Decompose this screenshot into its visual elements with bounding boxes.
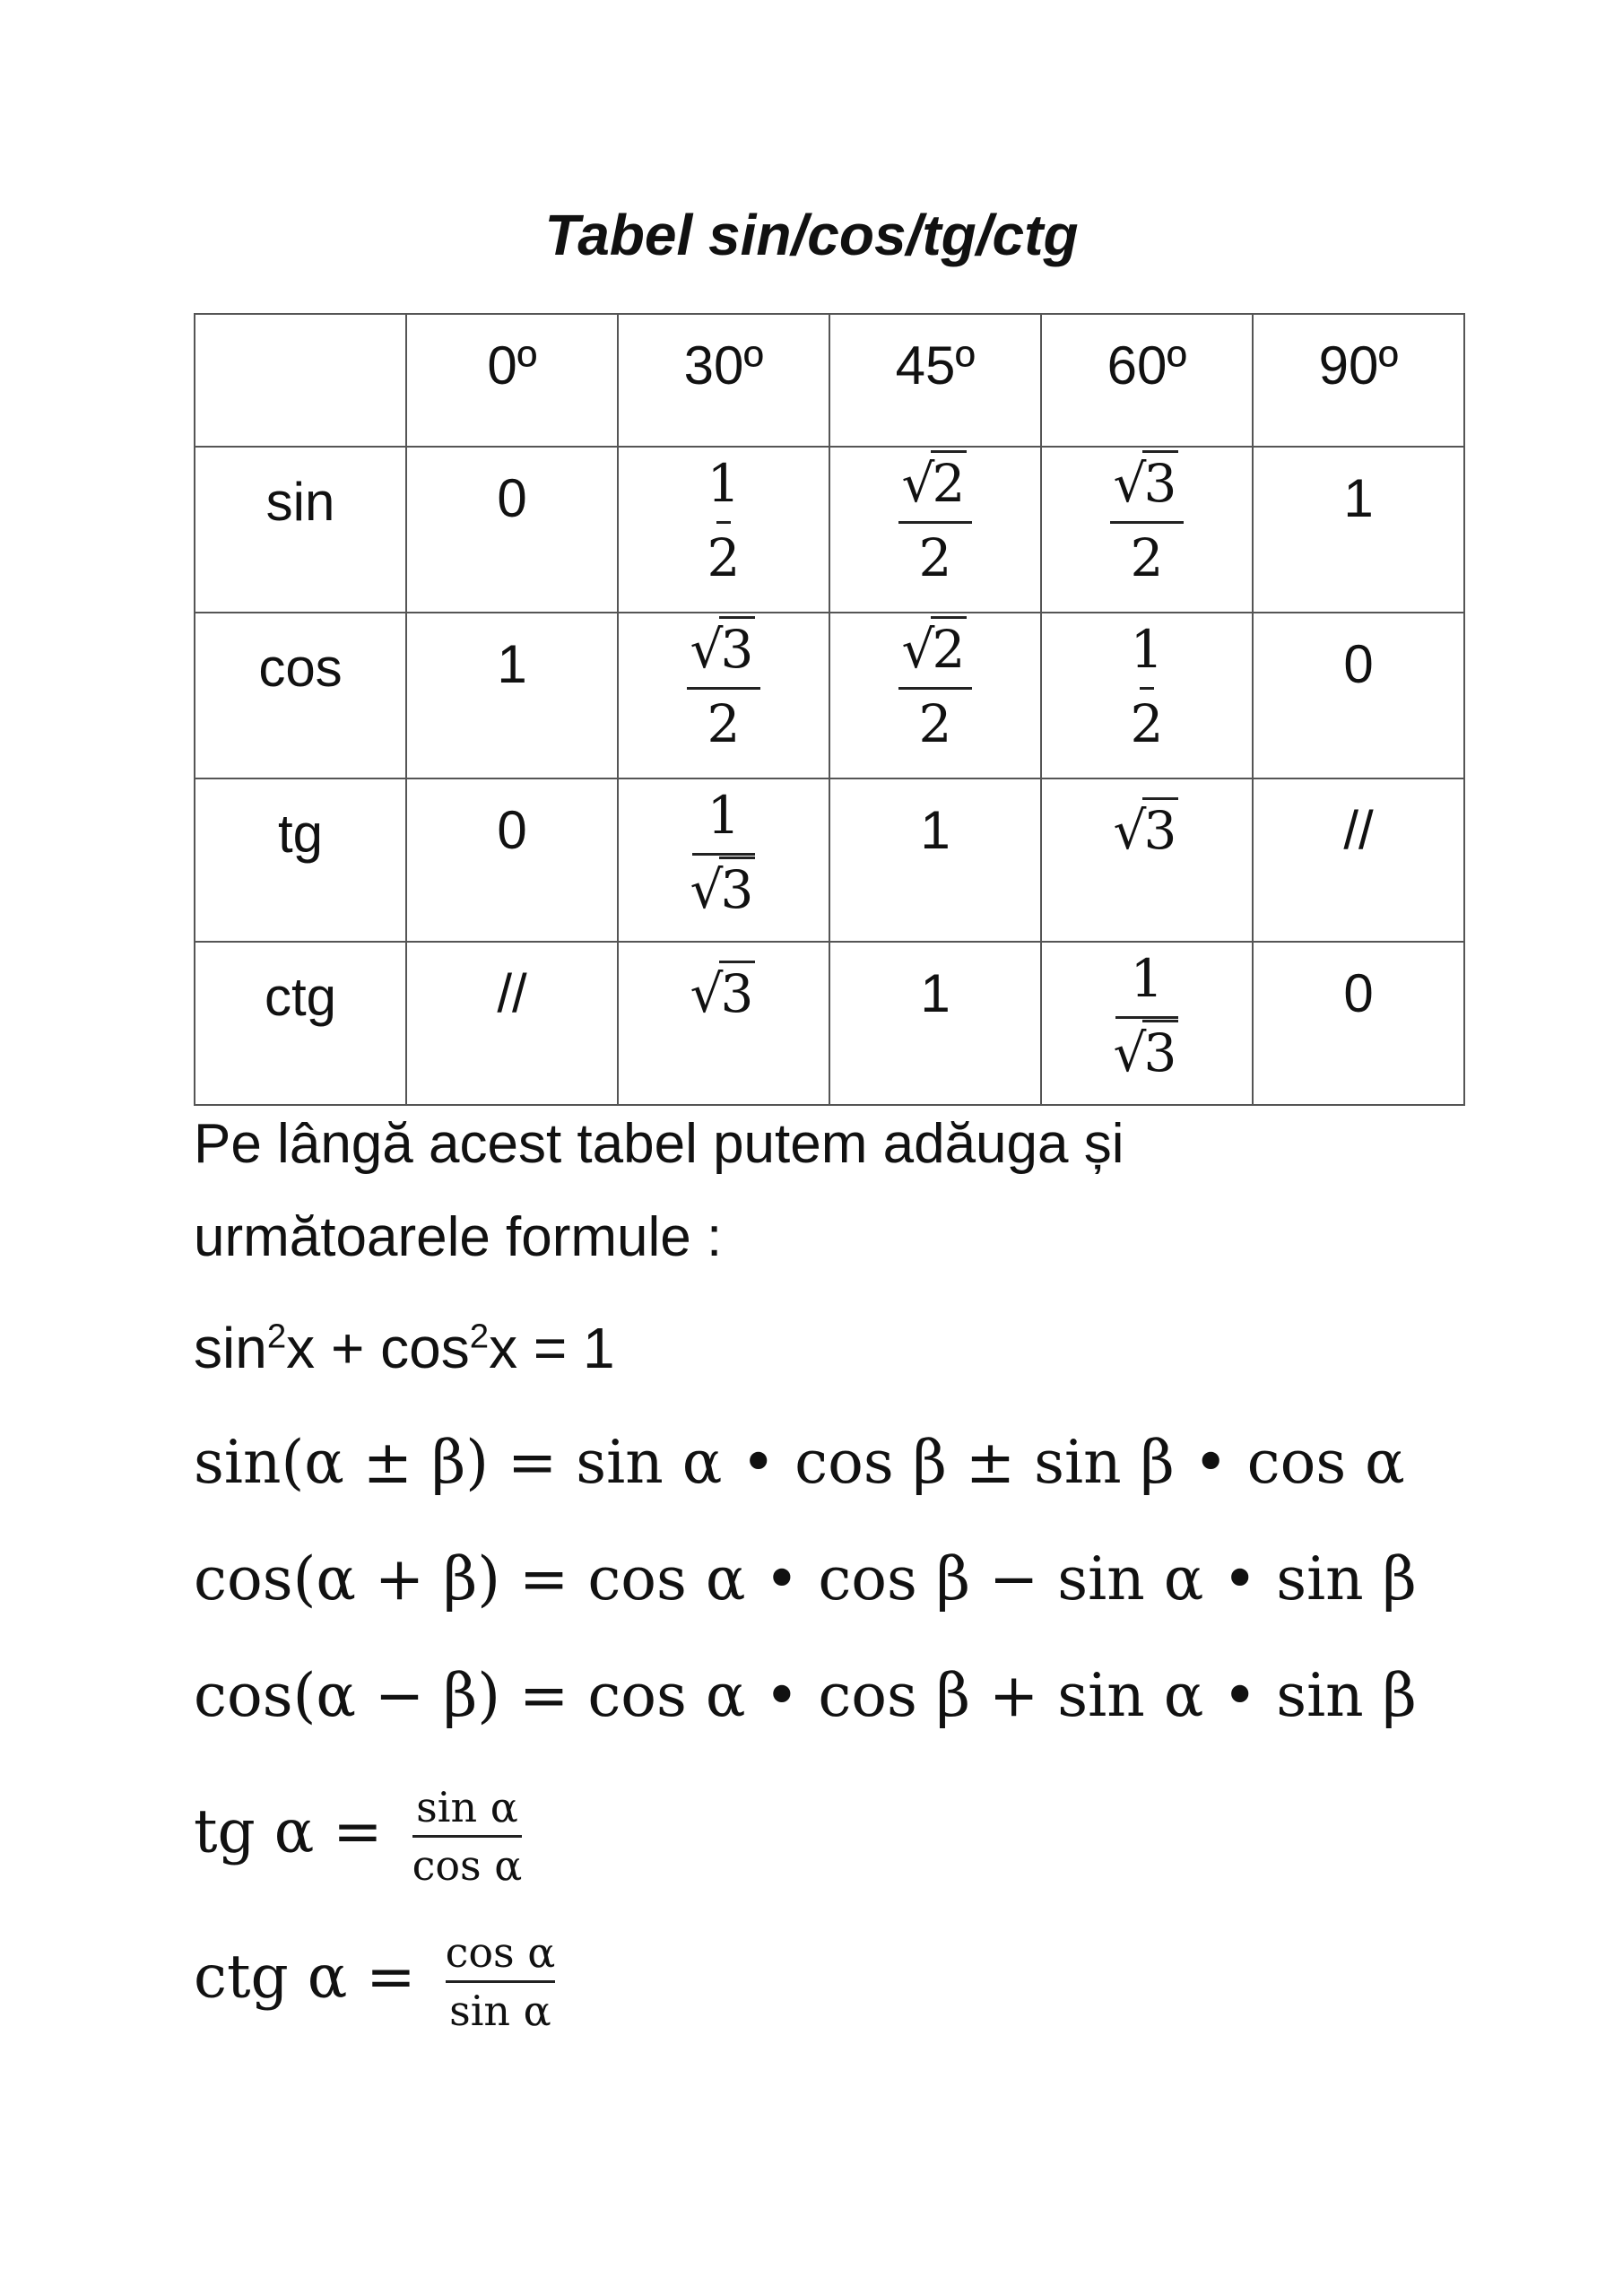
tg-lhs: tg α =: [194, 1796, 383, 1866]
ctg-lhs: ctg α =: [194, 1942, 416, 2012]
ctg-90-cell: 0: [1253, 942, 1464, 1105]
row-label-sin: sin: [195, 447, 406, 613]
cos-30-cell: √ $\frac{3}{2}$: [618, 613, 829, 778]
table-row-cos: [195, 613, 1464, 778]
table-row-ctg: [195, 942, 1464, 1105]
ctg-denominator: sin α: [449, 1987, 551, 2035]
tg-60-cell: √ 3: [1041, 778, 1253, 942]
formula-cos-diff: cos(α − β) = cos α • cos β + sin α • sin β: [194, 1661, 1417, 1730]
tg-0-cell: 0: [406, 778, 618, 942]
tg-30-cell: 1 √ 3: [618, 778, 829, 942]
tg-numerator: sin α: [416, 1783, 518, 1831]
ctg-0-cell: //: [406, 942, 618, 1105]
cos-0-cell: 1: [406, 613, 618, 778]
sin-60-cell: √ $\frac{3}{2}$: [1041, 447, 1253, 613]
ctg-numerator: cos α: [445, 1928, 556, 1977]
row-label-ctg: ctg: [195, 942, 406, 1105]
formula-sin-sum: sin(α ± β) = sin α • cos β ± sin β • cos α: [194, 1428, 1405, 1497]
ctg-30-cell: √ 3: [618, 942, 829, 1105]
sin-45-cell: √ $\frac{2}{2}$: [829, 447, 1041, 613]
ctg-60-cell: 1 √ 3: [1041, 942, 1253, 1105]
tg-45-cell: 1: [829, 778, 1041, 942]
row-label-cos: cos: [195, 613, 406, 778]
header-cell-90deg: 90º: [1253, 314, 1464, 447]
formula-cos-sum: cos(α + β) = cos α • cos β − sin α • sin β: [194, 1544, 1417, 1613]
page-title: Tabel sin/cos/tg/ctg: [544, 203, 1079, 267]
header-cell-60deg: 60º: [1041, 314, 1253, 447]
formula-tg: [194, 1783, 522, 1890]
header-cell-45deg: 45º: [829, 314, 1041, 447]
trig-values-table: [194, 313, 1465, 1106]
tg-90-cell: //: [1253, 778, 1464, 942]
tg-denominator: cos α: [412, 1841, 523, 1890]
table-row-sin: [195, 447, 1464, 613]
header-empty-cell: [195, 314, 406, 447]
sin-90-cell: 1: [1253, 447, 1464, 613]
header-cell-0deg: 0º: [406, 314, 618, 447]
row-label-tg: tg: [195, 778, 406, 942]
table-header-row: [195, 314, 1464, 447]
cos-45-cell: √ $\frac{2}{2}$: [829, 613, 1041, 778]
header-cell-30deg: 30º: [618, 314, 829, 447]
cos-90-cell: 0: [1253, 613, 1464, 778]
sin-30-cell: $\frac{1}{2}$: [618, 447, 829, 613]
ctg-45-cell: 1: [829, 942, 1041, 1105]
tg-fraction: [412, 1783, 523, 1890]
ctg-fraction: [446, 1928, 556, 2035]
intro-line-1: Pe lângă acest tabel putem adăuga și: [194, 1113, 1124, 1175]
formula-ctg: [194, 1928, 555, 2035]
intro-line-2: următoarele formule :: [194, 1206, 723, 1268]
cos-60-cell: $\frac{1}{2}$: [1041, 613, 1253, 778]
formula-pythagorean: $\sin^2x + \cos^2x = 1$: [194, 1316, 615, 1380]
sin-0-cell: 0: [406, 447, 618, 613]
table-row-tg: [195, 778, 1464, 942]
